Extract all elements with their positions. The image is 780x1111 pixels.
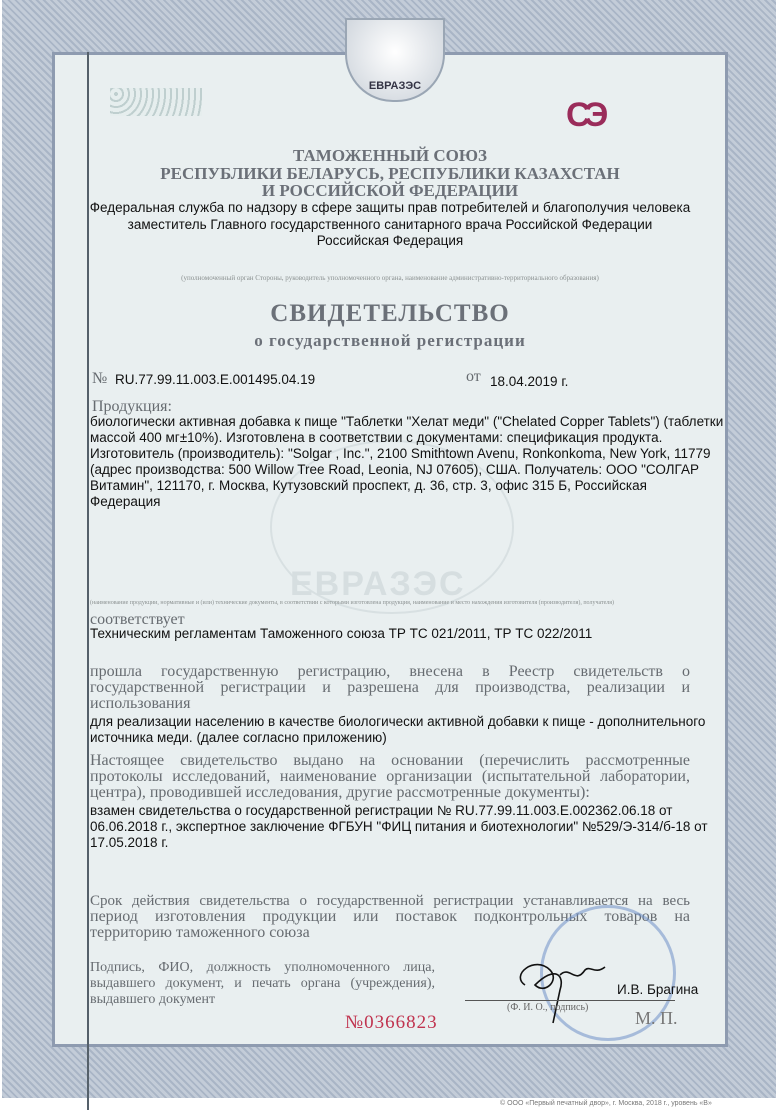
signature-caption (90, 960, 435, 1008)
passed-line: прошла государственную регистрацию, внесена в Реестр свидетельств о (90, 663, 690, 680)
passed-line: государственной регистрации и разрешена для производства, реализации и (90, 679, 690, 696)
basis-statement (90, 753, 690, 801)
validity-line: территорию таможенного союза (90, 924, 310, 941)
conformity-label: соответствует (90, 611, 185, 628)
product-label: Продукция: (92, 398, 172, 415)
basis-line: центра), проводившей исследования, другие рассмотренные документы): (90, 784, 590, 801)
authority-caption: (уполномоченный орган Стороны, руководитель уполномоченного органа, наименование административно-территориального образования) (181, 274, 599, 282)
fio-caption: (Ф. И. О., подпись) (507, 1002, 589, 1013)
registration-number: RU.77.99.11.003.Е.001495.04.19 (115, 372, 316, 387)
printer-footer: © ООО «Первый печатный двор», г. Москва, 2018 г., уровень «В» (500, 1100, 712, 1107)
basis-value-line: взамен свидетельства о государственной регистрации № RU.77.99.11.003.Е.002362.06.18 от (90, 803, 673, 818)
registration-date: 18.04.2019 г. (490, 374, 569, 389)
authority-line2: заместитель Главного государственного санитарного врача Российской Федерации (127, 217, 653, 232)
product-line: (адрес производства: 500 Willow Tree Road, Leonia, NJ 07605), США. Получатель: ООО "СОЛГАР (90, 462, 699, 477)
passed-line: использования (90, 695, 191, 712)
product-caption: (наименование продукции, нормативные и (или) технические документы, в соответствии с которыми изготовлена продукция, наименование и место нахождения изготовителя (производителя), получателя) (90, 600, 615, 606)
hologram (110, 88, 202, 116)
watermark-text: ЕВРАЗЭС (290, 565, 466, 603)
signatory-name: И.В. Брагина (617, 982, 699, 997)
authority-line3: Российская Федерация (316, 233, 464, 248)
basis-value-line: 06.06.2018 г., экспертное заключение ФГБУН "ФИЦ питания и биотехнологии" №529/Э-314/б-18 от (90, 819, 708, 834)
signature-caption-line: выдавшего документ (90, 992, 216, 1007)
product-line: Изготовитель (производитель): "Solgar , Inc.", 2100 Smithtown Avenu, Ronkonkoma, New York, 11779 (90, 446, 711, 461)
document-title: СВИДЕТЕЛЬСТВО (270, 300, 510, 327)
basis-line: протоколы исследований, наименование организации (испытательной лаборатории, (90, 768, 690, 785)
authority-line1: Федеральная служба по надзору в сфере защиты прав потребителей и благополучия человека (89, 200, 691, 215)
header-line1: ТАМОЖЕННЫЙ СОЮЗ (293, 146, 487, 165)
product-line: Витамин", 121170, г. Москва, Кутузовский проспект, д. 36, стр. 3, офис 315 Б, Российская (90, 478, 647, 493)
basis-line: Настоящее свидетельство выдано на основании (перечислить рассмотренные (90, 752, 690, 769)
product-description (90, 414, 723, 510)
product-line: биологически активная добавка к пище "Таблетки "Хелат меди" ("Chelated Copper Tablets") (таблетки (90, 414, 724, 429)
form-serial-number: №0366823 (345, 1012, 438, 1033)
signature-caption-line: выдавшего документ, и печать органа (учреждения), (90, 976, 435, 991)
signature-image (505, 945, 625, 1025)
conformity-text: Техническим регламентам Таможенного союза ТР ТС 021/2011, ТР ТС 022/2011 (90, 626, 593, 641)
basis-values (90, 803, 708, 851)
usage-line: для реализации населению в качестве биологически активной добавки к пище - дополнительного (90, 714, 706, 729)
date-label: от (466, 368, 481, 385)
header-line2: РЕСПУБЛИКИ БЕЛАРУСЬ, РЕСПУБЛИКИ КАЗАХСТАН (160, 164, 620, 183)
basis-value-line: 17.05.2018 г. (90, 835, 169, 850)
validity-line: Срок действия свидетельства о государственной регистрации устанавливается на весь (90, 893, 690, 909)
header-line3: И РОССИЙСКОЙ ФЕДЕРАЦИИ (261, 181, 519, 200)
passed-statement (90, 664, 690, 712)
product-line: Федерация (90, 494, 161, 509)
usage-line: источника меди. (далее согласно приложению) (90, 730, 387, 745)
logo-text: ЕВРАЗЭС (368, 80, 422, 92)
evrazes-logo (345, 18, 445, 102)
number-label: № (92, 370, 108, 387)
validity-line: период изготовления продукции или поставок подконтрольных товаров на (90, 908, 690, 925)
stamp-label: М. П. (635, 1008, 678, 1028)
signature-line (465, 1000, 675, 1001)
product-line: массой 400 мг±10%). Изготовлена в соответствии с документами: спецификация продукта. (90, 430, 663, 445)
signature-caption-line: Подпись, ФИО, должность уполномоченного лица, (90, 960, 435, 975)
usage-text (90, 714, 705, 746)
se-mark-icon: СЭ (566, 96, 603, 134)
document-subtitle: о государственной регистрации (254, 331, 526, 350)
